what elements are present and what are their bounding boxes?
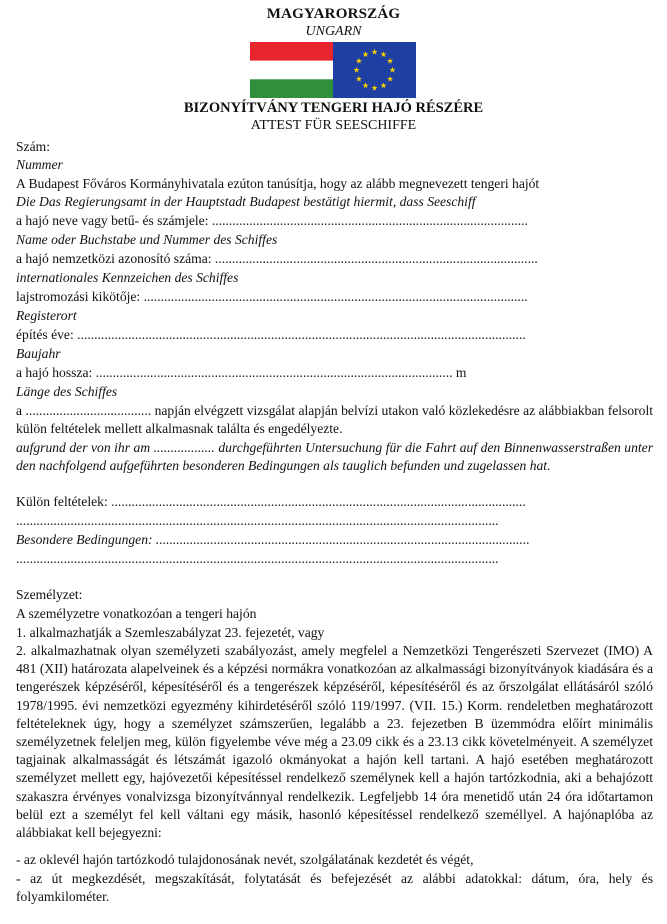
- crew-label: Személyzet:: [16, 587, 83, 602]
- crew-intro: A személyzetre vonatkozóan a tengeri hajón: [16, 606, 257, 621]
- conditions-line-2: ..............................................................................................................................................: [16, 551, 499, 566]
- country-de: UNGARN: [305, 24, 362, 39]
- exam-paragraph-hu: a ..................................... napján elvégzett vizsgálat alapján belvízi utakon való közlekedésre az alábbiakban felsorolt külön feltételek mellett alkalmasnak találta és engedélyezte.: [16, 403, 653, 437]
- build-year-label-de: Baujahr: [16, 346, 61, 361]
- document-title-de: ATTEST FÜR SEESCHIFFE: [250, 118, 417, 133]
- crew-option-1: 1. alkalmazhatják a Szemleszabályzat 23. fejezetét, vagy: [16, 625, 325, 640]
- hungarian-flag-icon: [250, 42, 333, 98]
- log-bullet-1: - az oklevél hajón tartózkodó tulajdonosának nevét, szolgálatának kezdetét és végét,: [16, 852, 474, 867]
- registry-port-field: lajstromozási kikötője: .................................................................................................................: [16, 289, 528, 304]
- ship-length-field: a hajó hossza: ......................................................................................................... m: [16, 365, 467, 380]
- document-title-hu: BIZONYÍTVÁNY TENGERI HAJÓ RÉSZÉRE: [183, 100, 484, 116]
- conditions-field-de: Besondere Bedingungen: ..............................................................................................................: [16, 532, 530, 547]
- conditions-field-hu: Külön feltételek: ..........................................................................................................................: [16, 494, 526, 509]
- conditions-line: ..............................................................................................................................................: [16, 513, 499, 528]
- ship-length-label-de: Länge des Schiffes: [16, 384, 118, 399]
- number-label-hu: Szám:: [16, 139, 50, 154]
- crew-option-2: 2. alkalmazhatnak olyan személyzeti szabályozást, amely megfelel a Nemzetközi Tengerészeti Szervezet (IMO) A 481 (XII) határozata alapelveinek és a képzési normákra vonatkozóan az alkalmassági bizonyítványok kiadására és a tengerészek képzéséről, képesítéséről és a tengerészek képzéséről, képesítéséről és az őrszolgálat ellátásáról szóló 1978/1995. évi nemzetközi egyezmény kihirdetéséről szóló 119/1997. (VII. 15.) Korm. rendeletben meghatározott feltételeknek úgy, hogy a személyzet számszerűen, legalább a 23. fejezetben B üzemmódra előírt minimális személyzetnek feleljen meg, külön figyelembe véve még a 23.09 cikk és a 23.13 cikk követelményeit. A személyzet tagjainak alkalmasságát és létszámát igazoló okmányokat a hajón kell tartani. A hajó esetében meghatározott személyzet mellett egy, hajóvezetői képesítéssel rendelkező személynek kell a hajón tartózkodnia, aki a behajózott szakaszra érvényes vonalvizsga bizonyítvánnyal rendelkezik. Legfeljebb 14 óra menetidő után 24 óra időtartamon belül ezt a személyt fel kell váltani egy másik, hasonló képesítéssel rendelkező személlyel. A hajónaplóba az alábbiakat kell bejegyezni:: [16, 643, 653, 841]
- ship-name-field: a hajó neve vagy betű- és számjele: .............................................................................................: [16, 213, 528, 228]
- intro-de: Die Das Regierungsamt in der Hauptstadt Budapest bestätigt hiermit, dass Seeschiff: [16, 194, 476, 209]
- intl-id-field: a hajó nemzetközi azonosító száma: ...............................................................................................: [16, 251, 538, 266]
- ship-name-label-de: Name oder Buchstabe und Nummer des Schiffes: [16, 232, 278, 247]
- eu-flag-icon: [333, 42, 416, 98]
- flags: [250, 42, 416, 98]
- intl-id-label-de: internationales Kennzeichen des Schiffes: [16, 270, 239, 285]
- number-label-de: Nummer: [16, 157, 63, 172]
- build-year-field: építés éve: ....................................................................................................................................: [16, 327, 526, 342]
- intro-hu: A Budapest Főváros Kormányhivatala ezúton tanúsítja, hogy az alább megnevezett tengeri hajót: [16, 176, 540, 191]
- country-hu: MAGYARORSZÁG: [266, 6, 401, 22]
- log-bullet-2: - az út megkezdését, megszakítását, folytatását és befejezését az alábbi adatokkal: dátum, óra, hely és folyamkilométer.: [16, 871, 653, 905]
- exam-paragraph-de: aufgrund der von ihr am .................. durchgeführten Untersuchung für die Fahrt auf den Binnenwasserstraßen unter den nachfolgend aufgeführten besonderen Bedingungen als tauglich befunden und zugelassen hat.: [16, 440, 653, 474]
- registry-port-label-de: Registerort: [16, 308, 77, 323]
